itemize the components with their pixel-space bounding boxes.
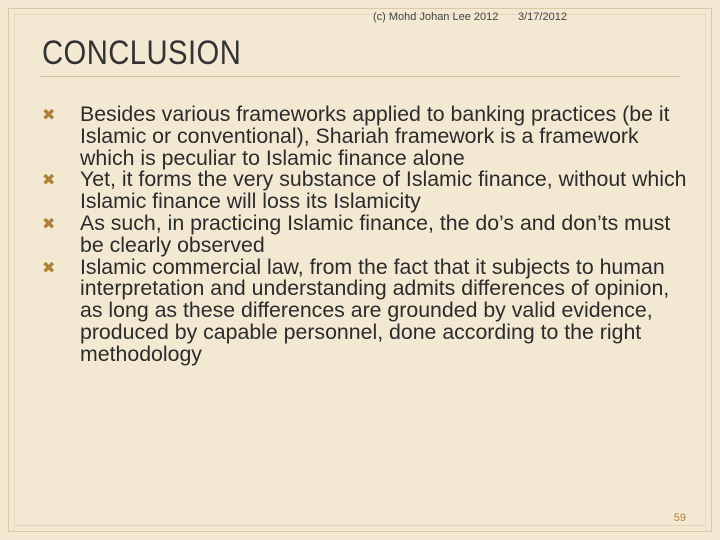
x-bullet-icon: ✖ [42, 105, 56, 124]
slide-title: CONCLUSION [42, 34, 242, 72]
bullet-item [42, 210, 692, 257]
bullet-text: Islamic commercial law, from the fact that it subjects to human interpretation and understanding admits differences of opinion, as long as these differences are grounded by valid evidence, produced by capable personnel, done according to the right methodology [80, 254, 670, 366]
x-bullet-icon: ✖ [42, 257, 56, 277]
bullet-item [42, 169, 692, 213]
x-bullet-icon: ✖ [42, 213, 56, 233]
bullet-text: Yet, it forms the very substance of Islamic finance, without which Islamic finance will loss its Islamicity [80, 167, 687, 214]
bullet-list [42, 104, 692, 366]
page-number: 59 [673, 512, 686, 524]
title-divider [40, 76, 680, 77]
bullet-text: Besides various frameworks applied to banking practices (be it Islamic or conventional), Shariah framework is a framework which is peculiar to Islamic finance alone [80, 102, 670, 170]
header-date: 3/17/2012 [518, 11, 567, 23]
bullet-item [42, 104, 692, 169]
x-bullet-icon: ✖ [42, 170, 56, 190]
header-author: (c) Mohd Johan Lee 2012 [373, 11, 499, 23]
bullet-item [42, 254, 692, 366]
bullet-text: As such, in practicing Islamic finance, the do’s and don’ts must be clearly observed [80, 210, 671, 257]
